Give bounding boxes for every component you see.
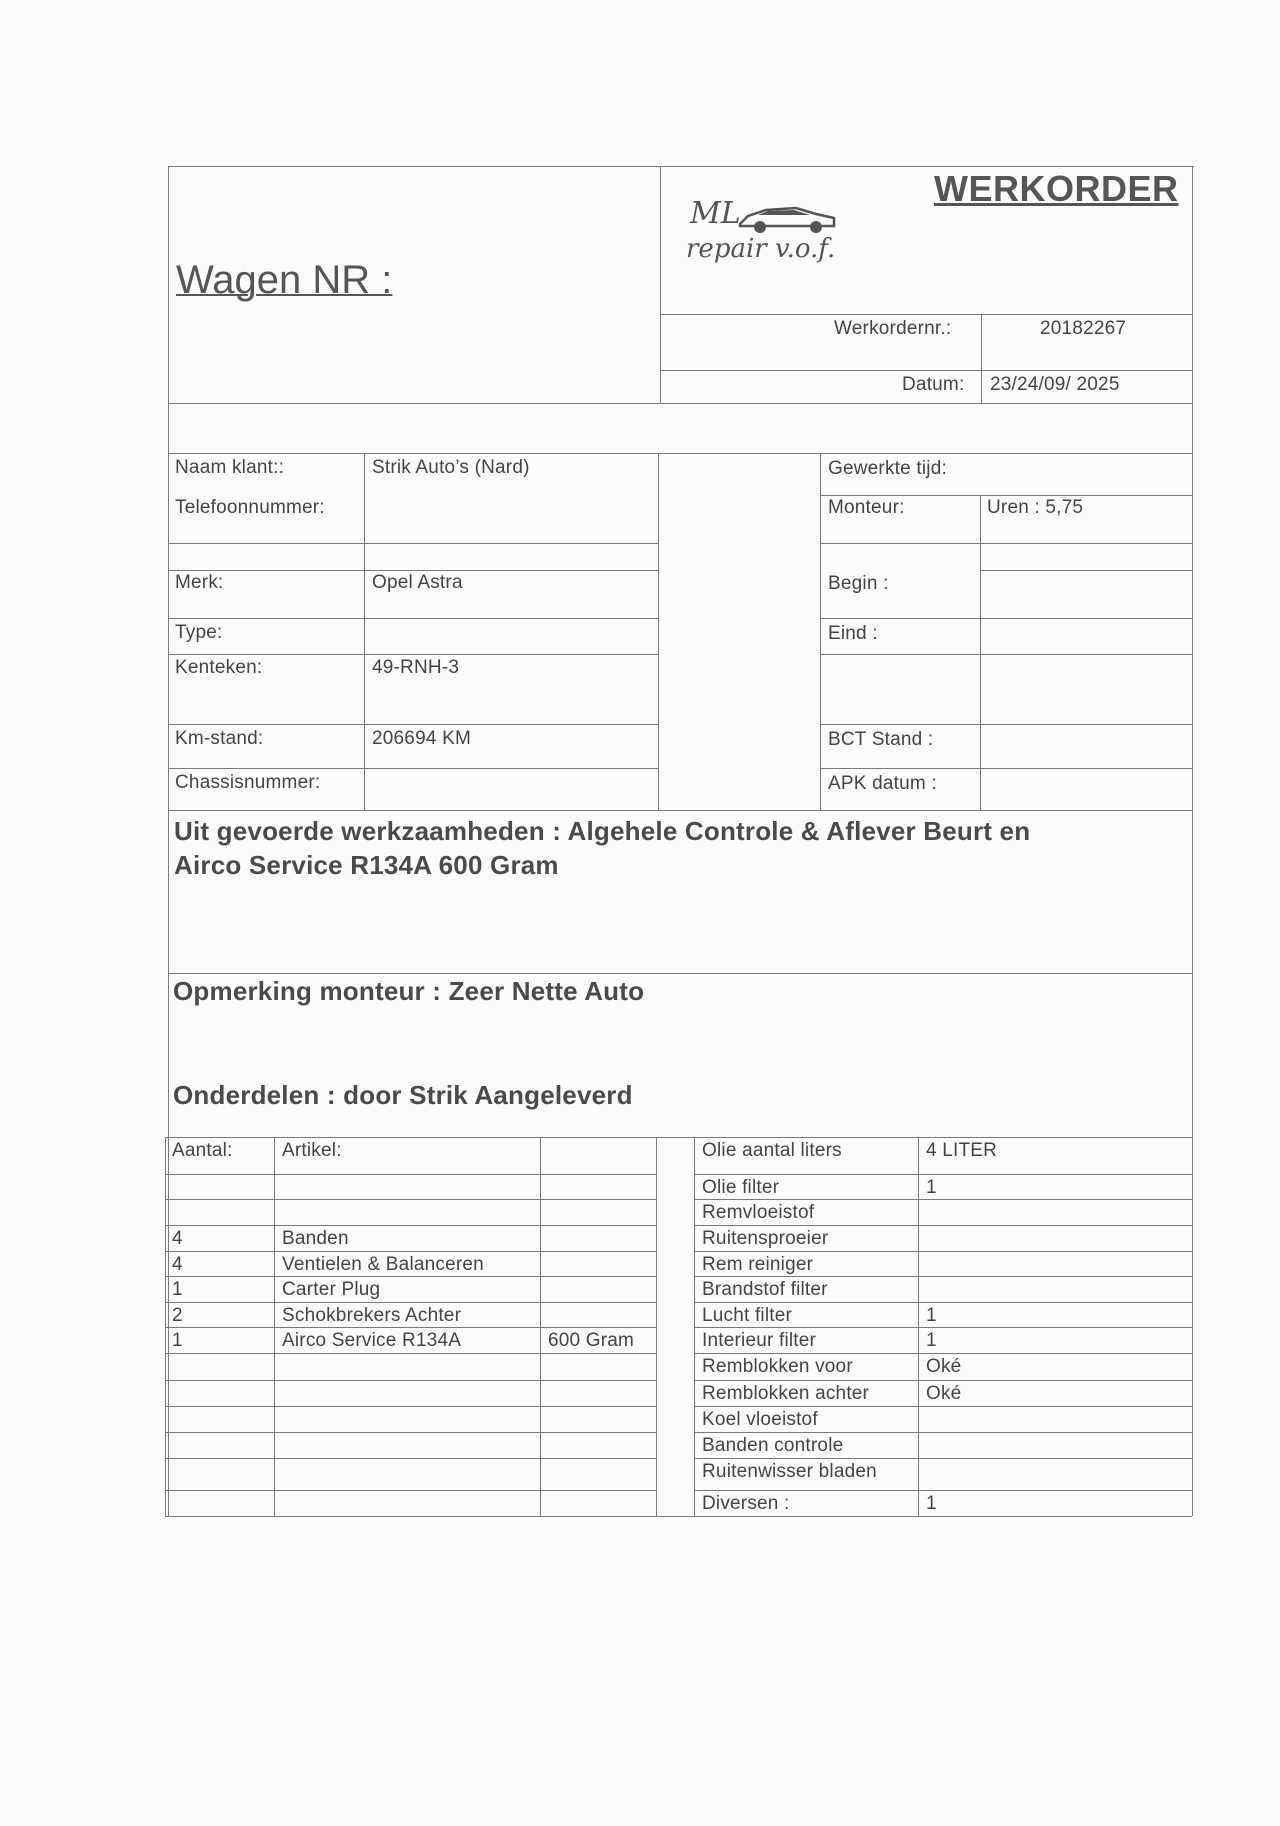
checklist-row-divider [694, 1406, 1192, 1407]
checklist-value: 1 [926, 1305, 937, 1326]
logo-text-repair: repair v.o.f. [686, 234, 836, 264]
parts-aantal-cell: 4 [172, 1228, 183, 1249]
checklist-label: Ruitensproeier [702, 1228, 829, 1249]
company-logo [686, 196, 846, 276]
parts-row-divider [165, 1302, 656, 1303]
monteur-label: Monteur: [828, 497, 905, 518]
parts-row-divider [165, 1406, 656, 1407]
aantal-header: Aantal: [172, 1140, 233, 1161]
kmstand-value: 206694 KM [372, 728, 471, 749]
parts-artikel-cell: Banden [282, 1228, 349, 1249]
parts-row-divider [165, 1458, 656, 1459]
parts-row-divider [165, 1380, 656, 1381]
checklist-row-divider [694, 1276, 1192, 1277]
checklist-label: Olie filter [702, 1177, 780, 1198]
opmerking-monteur: Opmerking monteur : Zeer Nette Auto [173, 976, 645, 1006]
parts-row-divider [165, 1276, 656, 1277]
bct-stand-label: BCT Stand : [828, 729, 934, 750]
checklist-row-divider [694, 1302, 1192, 1303]
parts-row-divider [165, 1432, 656, 1433]
parts-extra-cell: 600 Gram [548, 1330, 635, 1351]
checklist-value: 1 [926, 1493, 937, 1514]
parts-aantal-cell: 2 [172, 1305, 183, 1326]
wagen-nr-label: Wagen NR : [176, 258, 393, 302]
apk-datum-label: APK datum : [828, 773, 937, 794]
checklist-row-divider [694, 1327, 1192, 1328]
artikel-header: Artikel: [282, 1140, 342, 1161]
merk-label: Merk: [175, 572, 224, 593]
checklist-row-divider [694, 1225, 1192, 1226]
eind-label: Eind : [828, 623, 878, 644]
parts-row-divider [165, 1225, 656, 1226]
parts-artikel-cell: Airco Service R134A [282, 1330, 462, 1351]
type-label: Type: [175, 622, 223, 643]
checklist-row-divider [694, 1353, 1192, 1354]
checklist-row-divider [694, 1251, 1192, 1252]
checklist-label: Remblokken voor [702, 1356, 853, 1377]
parts-aantal-cell: 1 [172, 1330, 183, 1351]
naam-klant-label: Naam klant:: [175, 457, 285, 478]
car-icon [738, 202, 838, 236]
checklist-row-divider [694, 1199, 1192, 1200]
datum-label: Datum: [902, 374, 965, 395]
checklist-value: 1 [926, 1177, 937, 1198]
checklist-value: Oké [926, 1383, 962, 1404]
parts-row-divider [165, 1174, 656, 1175]
parts-aantal-cell: 4 [172, 1254, 183, 1275]
checklist-row-divider [694, 1490, 1192, 1491]
parts-aantal-cell: 1 [172, 1279, 183, 1300]
gewerkte-tijd-label: Gewerkte tijd: [828, 458, 947, 479]
parts-row-divider [165, 1353, 656, 1354]
checklist-label: Lucht filter [702, 1305, 793, 1326]
kenteken-value: 49-RNH-3 [372, 657, 460, 678]
checklist-row-divider [694, 1380, 1192, 1381]
datum-value: 23/24/09/ 2025 [990, 374, 1120, 395]
parts-artikel-cell: Ventielen & Balanceren [282, 1254, 484, 1275]
chassisnummer-label: Chassisnummer: [175, 772, 321, 793]
parts-artikel-cell: Schokbrekers Achter [282, 1305, 462, 1326]
checklist-value: Oké [926, 1356, 962, 1377]
naam-klant-value: Strik Auto’s (Nard) [372, 457, 530, 478]
checklist-label: Ruitenwisser bladen [702, 1461, 877, 1482]
parts-row-divider [165, 1490, 656, 1491]
werkzaamheden-line-2: Airco Service R134A 600 Gram [174, 850, 559, 880]
werkordernr-label: Werkordernr.: [834, 318, 952, 339]
telefoon-label: Telefoonnummer: [175, 497, 325, 518]
parts-row-divider [165, 1199, 656, 1200]
werkzaamheden-line-1: Uit gevoerde werkzaamheden : Algehele Controle & Aflever Beurt en [174, 816, 1031, 846]
merk-value: Opel Astra [372, 572, 463, 593]
checklist-label: Remblokken achter [702, 1383, 870, 1404]
werkordernr-value: 20182267 [1040, 318, 1127, 339]
checklist-label: Rem reiniger [702, 1254, 814, 1275]
kenteken-label: Kenteken: [175, 657, 263, 678]
checklist-label: Banden controle [702, 1435, 844, 1456]
checklist-value: 4 LITER [926, 1140, 998, 1161]
parts-artikel-cell: Carter Plug [282, 1279, 381, 1300]
checklist-label: Interieur filter [702, 1330, 817, 1351]
logo-text-ml: ML [690, 196, 741, 231]
checklist-label: Diversen : [702, 1493, 790, 1514]
parts-row-divider [165, 1327, 656, 1328]
checklist-label: Koel vloeistof [702, 1409, 818, 1430]
checklist-label: Olie aantal liters [702, 1140, 842, 1161]
uren-value: Uren : 5,75 [987, 497, 1084, 518]
checklist-value: 1 [926, 1330, 937, 1351]
checklist-label: Brandstof filter [702, 1279, 828, 1300]
checklist-row-divider [694, 1432, 1192, 1433]
checklist-row-divider [694, 1174, 1192, 1175]
checklist-label: Remvloeistof [702, 1202, 815, 1223]
document-title: WERKORDER [934, 168, 1179, 209]
begin-label: Begin : [828, 573, 889, 594]
checklist-row-divider [694, 1458, 1192, 1459]
kmstand-label: Km-stand: [175, 728, 264, 749]
onderdelen-label: Onderdelen : door Strik Aangeleverd [173, 1080, 633, 1110]
parts-row-divider [165, 1251, 656, 1252]
